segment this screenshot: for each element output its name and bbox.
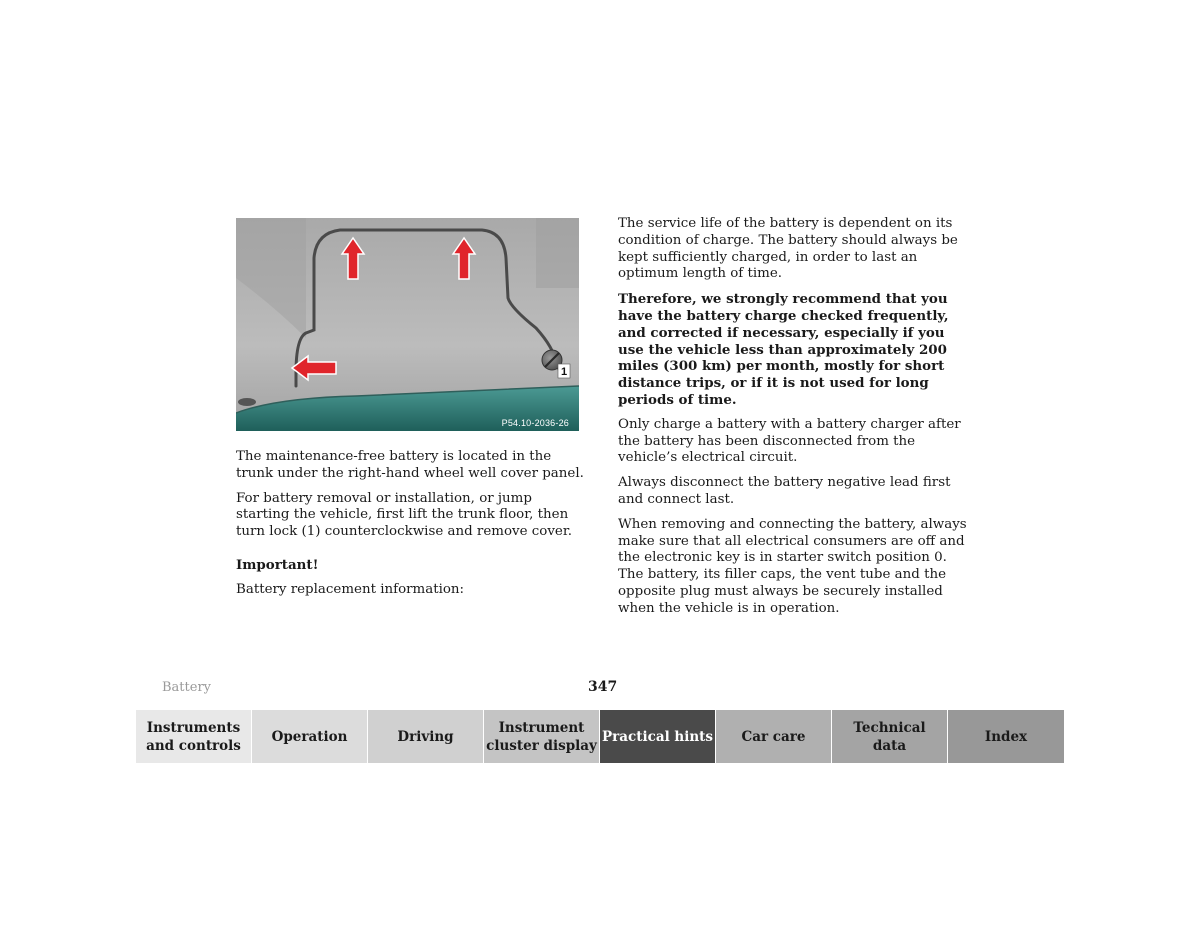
tab-operation[interactable]: Operation [252, 710, 368, 763]
svg-text:1: 1 [560, 366, 568, 378]
tab-instrument-cluster-display[interactable]: Instrument cluster display [484, 710, 600, 763]
connection-paragraph: When removing and connecting the battery, always make sure that all electrical consumers are off and the electronic key is in starter switch position 0. The battery, its filler caps, the vent tube and the opposite plug must always be securely installed when the vehicle is in operation. [618, 516, 967, 616]
section-tabs [136, 710, 1065, 763]
battery-removal-paragraph: For battery removal or installation, or jump starting the vehicle, first lift the trunk floor, then turn lock (1) counterclockwise and remove cover. [236, 490, 573, 540]
figure-code: P54.10-2036-26 [501, 418, 569, 428]
charging-paragraph: Only charge a battery with a battery charger after the battery has been disconnected from the vehicle’s electrical circuit. [618, 416, 961, 466]
recommendation-paragraph: Therefore, we strongly recommend that you have the battery charge checked frequently, and corrected if necessary, especially if you use the vehicle less than approximately 200 miles (300 km) per month, mostly for short distance trips, or if it is not used for long periods of time. [618, 291, 949, 408]
left-text-column [236, 449, 586, 607]
replacement-info-paragraph: Battery replacement information: [236, 581, 465, 597]
battery-cover-illustration [236, 218, 579, 431]
tab-technical-data[interactable]: Technical data [832, 710, 948, 763]
disconnect-paragraph: Always disconnect the battery negative lead first and connect last. [618, 475, 951, 507]
right-text-column [618, 216, 968, 626]
battery-location-paragraph: The maintenance-free battery is located in the trunk under the right-hand wheel well cover panel. [236, 449, 584, 481]
trunk-floor-drawing [236, 218, 579, 431]
tab-practical-hints[interactable]: Practical hints [600, 710, 716, 763]
tab-driving[interactable]: Driving [368, 710, 484, 763]
callout-1-label [558, 364, 570, 378]
tab-index[interactable]: Index [948, 710, 1064, 763]
service-life-paragraph: The service life of the battery is dependent on its condition of charge. The battery should always be kept sufficiently charged, in order to last an optimum length of time. [618, 216, 958, 282]
tab-car-care[interactable]: Car care [716, 710, 832, 763]
important-heading: Important! [236, 556, 319, 573]
tab-instruments-and-controls[interactable]: Instruments and controls [136, 710, 252, 763]
page-number: 347 [588, 679, 618, 695]
running-head: Battery [162, 680, 212, 695]
